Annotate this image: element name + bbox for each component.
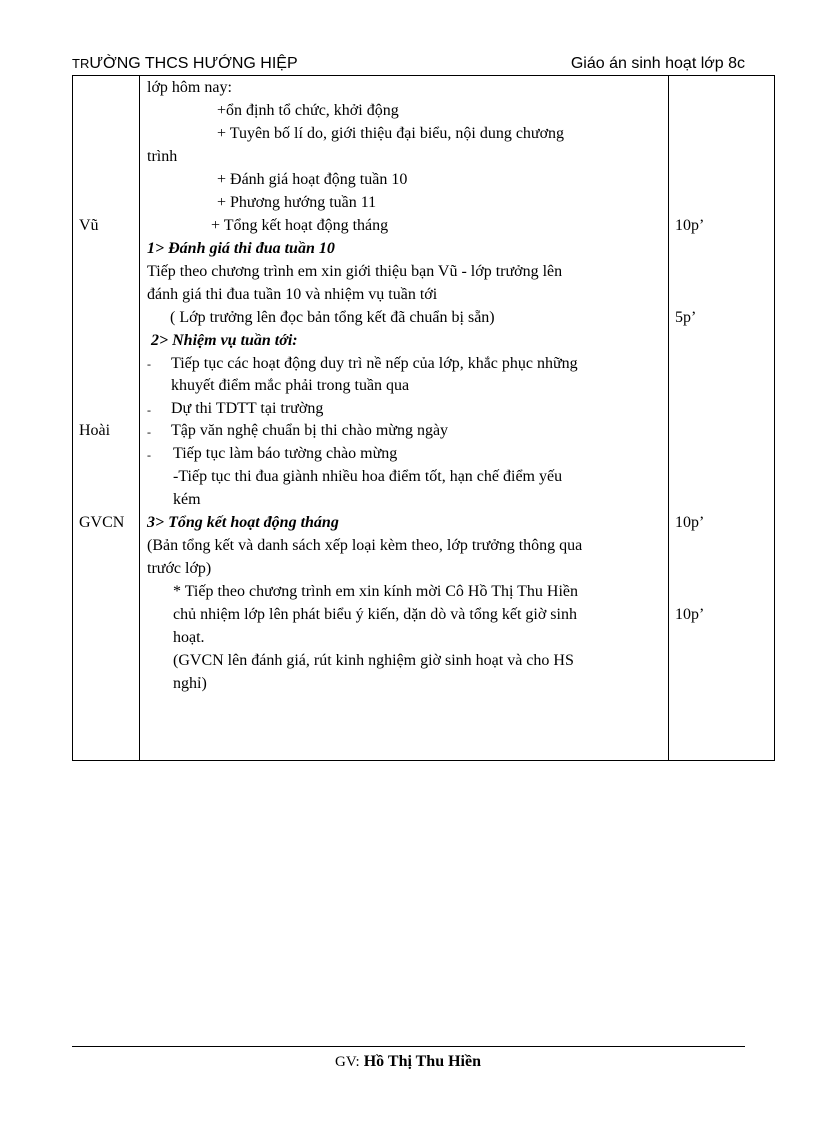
page-footer xyxy=(0,1053,816,1071)
content-line: trước lớp) xyxy=(147,560,212,577)
teacher-name: Hồ Thị Thu Hiền xyxy=(359,1053,481,1070)
teacher-label: GV: xyxy=(335,1054,360,1070)
agenda-item: + Phương hướng tuần 11 xyxy=(217,194,377,211)
bullet-dash: - xyxy=(147,448,151,462)
content-line: (GVCN lên đánh giá, rút kinh nghiệm giờ sinh hoạt và cho HS xyxy=(173,652,574,669)
document-title: Giáo án sinh hoạt lớp 8c xyxy=(570,55,745,72)
task-item: -Tiếp tục thi đua giành nhiều hoa điểm tốt, hạn chế điểm yếu xyxy=(173,468,563,485)
agenda-item: + Tổng kết hoạt động tháng xyxy=(211,217,389,234)
content-line: chủ nhiệm lớp lên phát biểu ý kiến, dặn dò và tổng kết giờ sinh xyxy=(173,606,577,623)
section-heading-3: 3> Tổng kết hoạt động tháng xyxy=(147,514,339,531)
content-line: hoạt. xyxy=(173,629,205,646)
task-item: kém xyxy=(173,491,201,508)
duration-label: 10p’ xyxy=(675,217,705,234)
agenda-item: +ổn định tổ chức, khởi động xyxy=(217,102,399,119)
bullet-dash: - xyxy=(147,403,151,417)
content-line: Tiếp theo chương trình em xin giới thiệu bạn Vũ - lớp trưởng lên xyxy=(147,263,563,280)
lesson-table xyxy=(72,75,775,761)
duration-label: 5p’ xyxy=(675,309,697,326)
bullet-dash: - xyxy=(147,425,151,439)
content-line: đánh giá thi đua tuần 10 và nhiệm vụ tuần tới xyxy=(147,286,438,303)
task-item: Tiếp tục làm báo tường chào mừng xyxy=(173,445,398,462)
task-item: Dự thi TDTT tại trường xyxy=(171,400,324,417)
task-item: Tập văn nghệ chuẩn bị thi chào mừng ngày xyxy=(171,422,449,439)
content-line: lớp hôm nay: xyxy=(147,79,232,96)
content-line: trình xyxy=(147,148,178,165)
bullet-dash: - xyxy=(147,357,151,371)
column-divider-right xyxy=(668,76,669,760)
task-item: khuyết điểm mắc phải trong tuần qua xyxy=(171,377,410,394)
school-name-rest: ƯỜNG THCS HƯỚNG HIỆP xyxy=(89,55,298,72)
presenter-vu: Vũ xyxy=(79,217,99,234)
duration-label: 10p’ xyxy=(675,606,705,623)
column-divider-left xyxy=(139,76,140,760)
school-prefix: TR xyxy=(72,56,90,71)
footer-divider xyxy=(72,1046,745,1047)
presenter-gvcn: GVCN xyxy=(79,514,125,531)
page-header xyxy=(72,53,745,76)
content-line: (Bản tổng kết và danh sách xếp loại kèm theo, lớp trưởng thông qua xyxy=(147,537,583,554)
presenter-hoai: Hoài xyxy=(79,422,111,439)
agenda-item: + Đánh giá hoạt động tuần 10 xyxy=(217,171,408,188)
duration-label: 10p’ xyxy=(675,514,705,531)
section-heading-1: 1> Đánh giá thi đua tuần 10 xyxy=(147,240,335,257)
content-line: ( Lớp trưởng lên đọc bản tổng kết đã chuẩn bị sẵn) xyxy=(170,309,495,326)
task-item: Tiếp tục các hoạt động duy trì nề nếp của lớp, khắc phục những xyxy=(171,355,578,372)
content-line: * Tiếp theo chương trình em xin kính mời Cô Hồ Thị Thu Hiền xyxy=(173,583,578,600)
school-name xyxy=(72,55,298,73)
agenda-item: + Tuyên bố lí do, giới thiệu đại biểu, nội dung chương xyxy=(217,125,565,142)
content-line: nghỉ) xyxy=(173,675,207,692)
section-heading-2: 2> Nhiệm vụ tuần tới: xyxy=(151,332,298,349)
